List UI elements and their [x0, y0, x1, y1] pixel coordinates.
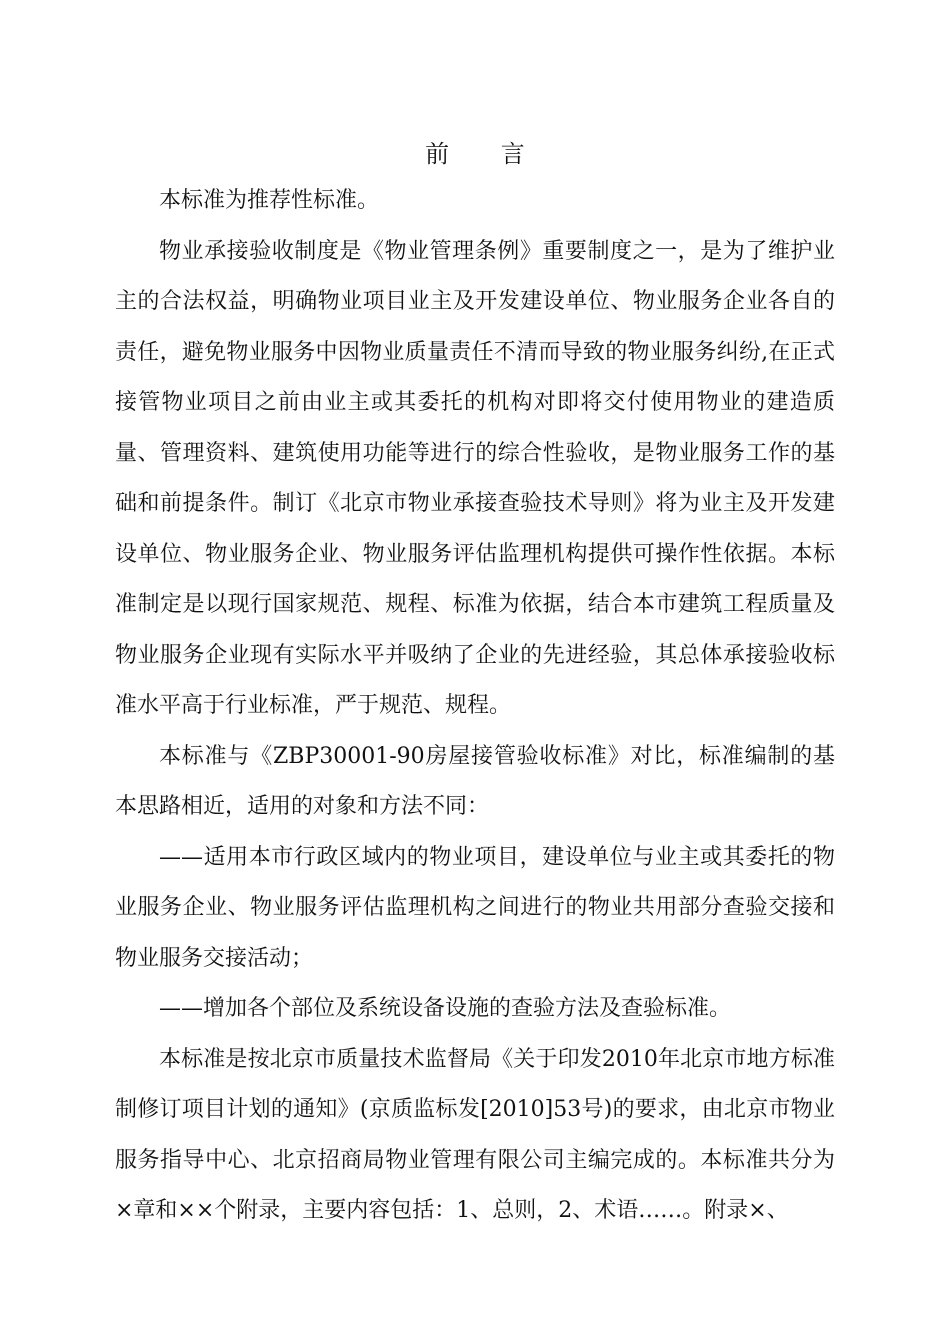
document-title: 前 言 [425, 140, 547, 168]
paragraph: 本标准与《ZBP30001-90房屋接管验收标准》对比，标准编制的基本思路相近，适用的对象和方法不同： [115, 743, 835, 819]
paragraph: ——增加各个部位及系统设备设施的查验方法及查验标准。 [159, 996, 732, 1021]
paragraph: 本标准是按北京市质量技术监督局《关于印发2010年北京市地方标准制修订项目计划的通知》(京质监标发[2010]53号)的要求，由北京市物业服务指导中心、北京招商局物业管理有限公司主编完成的。本标准共分为×章和××个附录，主要内容包括：1、总则，2、术语……。附录×、 [115, 1046, 835, 1223]
paragraph: 本标准为推荐性标准。 [159, 188, 380, 213]
paragraph: 物业承接验收制度是《物业管理条例》重要制度之一，是为了维护业主的合法权益，明确物业项目业主及开发建设单位、物业服务企业各自的责任，避免物业服务中因物业质量责任不清而导致的物业服务纠纷,在正式接管物业项目之前由业主或其委托的机构对即将交付使用物业的建造质量、管理资料、建筑使用功能等进行的综合性验收，是物业服务工作的基础和前提条件。制订《北京市物业承接查验技术导则》将为业主及开发建设单位、物业服务企业、物业服务评估监理机构提供可操作性依据。本标准制定是以现行国家规范、规程、标准为依据，结合本市建筑工程质量及物业服务企业现有实际水平并吸纳了企业的先进经验，其总体承接验收标准水平高于行业标准，严于规范、规程。 [115, 238, 835, 718]
document-body [115, 176, 835, 1237]
paragraph: ——适用本市行政区域内的物业项目，建设单位与业主或其委托的物业服务企业、物业服务评估监理机构之间进行的物业共用部分查验交接和物业服务交接活动； [115, 844, 835, 971]
